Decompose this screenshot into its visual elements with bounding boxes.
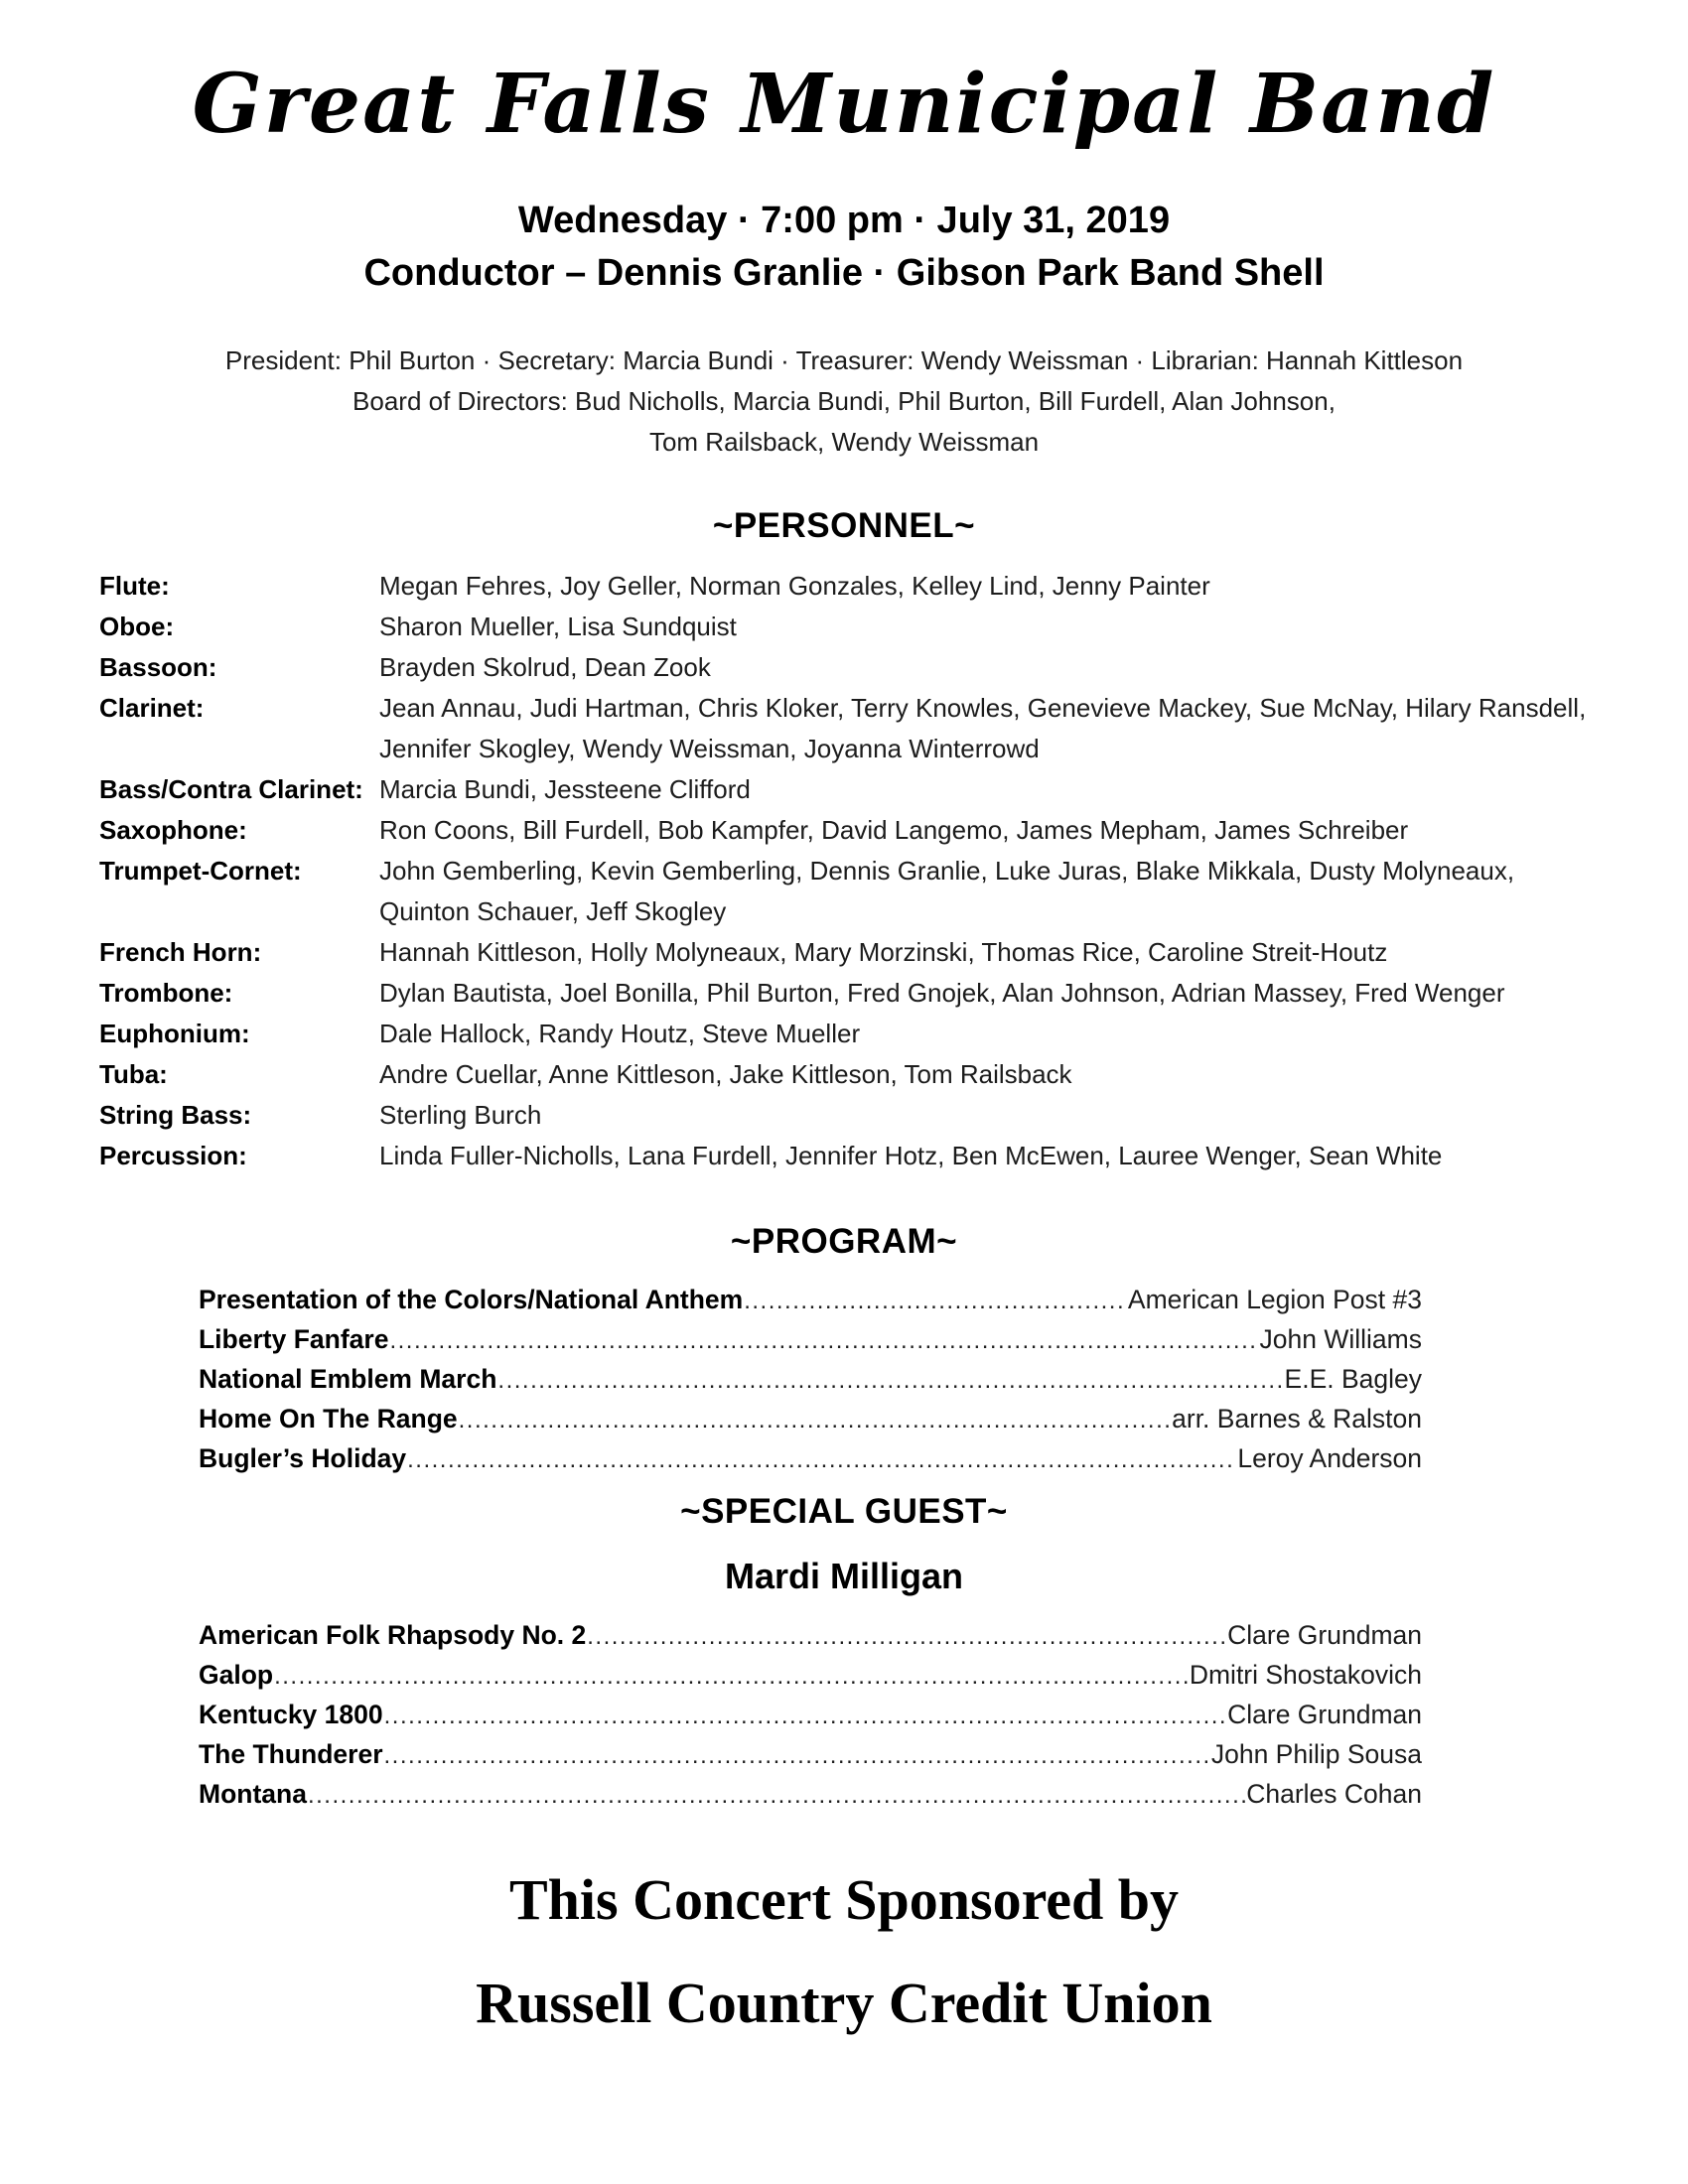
conductor-venue-line: Conductor – Dennis Granlie · Gibson Park Band Shell <box>363 252 1325 295</box>
dot-leader <box>407 1440 1236 1480</box>
personnel-row-euphonium <box>99 1014 1593 1054</box>
instrument-names: Megan Fehres, Joy Geller, Norman Gonzales, Kelley Lind, Jenny Painter <box>379 570 1210 601</box>
piece-title: Kentucky 1800 <box>199 1699 383 1729</box>
piece-title: Galop <box>199 1659 274 1690</box>
personnel-row-percussion <box>99 1136 1593 1176</box>
concert-date-line: Wednesday · 7:00 pm · July 31, 2019 <box>517 200 1171 242</box>
instrument-names: Marcia Bundi, Jessteene Clifford <box>379 773 751 804</box>
piece-title: Bugler’s Holiday <box>199 1442 407 1473</box>
piece-composer: E.E. Bagley <box>1284 1363 1422 1394</box>
sponsor-line-1: This Concert Sponsored by <box>508 1866 1180 1932</box>
personnel-row-clarinet <box>99 688 1593 769</box>
instrument-label: Tuba: <box>99 1058 168 1089</box>
program-item <box>199 1734 1422 1774</box>
instrument-names: Sharon Mueller, Lisa Sundquist <box>379 611 737 641</box>
instrument-label: Bassoon: <box>99 651 217 682</box>
piece-composer: John Williams <box>1259 1323 1422 1354</box>
piece-composer: Clare Grundman <box>1227 1699 1422 1729</box>
program-item <box>199 1615 1422 1655</box>
personnel-row-bassoon <box>99 647 1593 688</box>
program-heading: ~PROGRAM~ <box>730 1221 958 1261</box>
dot-leader <box>459 1401 1172 1440</box>
special-guest-program-list <box>199 1615 1422 1814</box>
instrument-names: Dale Hallock, Randy Houtz, Steve Mueller <box>379 1018 861 1048</box>
dot-leader <box>744 1282 1127 1321</box>
personnel-row-tuba <box>99 1054 1593 1095</box>
personnel-list <box>0 566 1688 1176</box>
program-item <box>199 1774 1422 1814</box>
instrument-label: Percussion: <box>99 1140 247 1170</box>
program-item <box>199 1399 1422 1438</box>
personnel-heading: ~PERSONNEL~ <box>712 505 976 545</box>
sponsor-block <box>0 1866 1688 2035</box>
instrument-names: Andre Cuellar, Anne Kittleson, Jake Kittleson, Tom Railsback <box>379 1058 1072 1089</box>
instrument-names: Jean Annau, Judi Hartman, Chris Kloker, Terry Knowles, Genevieve Mackey, Sue McNay, Hilary Ransdell, Jennifer Skogley, Wendy Weissman, Joyanna Winterrowd <box>379 692 1587 763</box>
dot-leader <box>497 1361 1283 1401</box>
program-item <box>199 1655 1422 1695</box>
instrument-names: Dylan Bautista, Joel Bonilla, Phil Burton, Fred Gnojek, Alan Johnson, Adrian Massey, Fred Wenger <box>379 977 1505 1008</box>
personnel-row-trumpet-cornet <box>99 851 1593 932</box>
personnel-row-flute <box>99 566 1593 607</box>
band-title: Great Falls Municipal Band <box>192 57 1496 152</box>
instrument-label: Oboe: <box>99 611 175 641</box>
personnel-row-oboe <box>99 607 1593 647</box>
instrument-label: Clarinet: <box>99 692 205 723</box>
personnel-row-trombone <box>99 973 1593 1014</box>
piece-title: American Folk Rhapsody No. 2 <box>199 1619 587 1650</box>
instrument-names: Brayden Skolrud, Dean Zook <box>379 651 711 682</box>
piece-title: National Emblem March <box>199 1363 497 1394</box>
dot-leader <box>308 1776 1245 1816</box>
piece-composer: Dmitri Shostakovich <box>1189 1659 1422 1690</box>
piece-title: The Thunderer <box>199 1738 383 1769</box>
program-item <box>199 1280 1422 1319</box>
instrument-names: Linda Fuller-Nicholls, Lana Furdell, Jennifer Hotz, Ben McEwen, Lauree Wenger, Sean White <box>379 1140 1443 1170</box>
instrument-label: Euphonium: <box>99 1018 250 1048</box>
instrument-label: String Bass: <box>99 1099 252 1130</box>
special-guest-heading: ~SPECIAL GUEST~ <box>680 1491 1008 1531</box>
program-item <box>199 1359 1422 1399</box>
board-of-directors-line-2: Tom Railsback, Wendy Weissman <box>648 426 1040 457</box>
program-item <box>199 1695 1422 1734</box>
personnel-row-saxophone <box>99 810 1593 851</box>
piece-composer: Leroy Anderson <box>1237 1442 1422 1473</box>
sponsor-line-2: Russell Country Credit Union <box>476 1970 1212 2035</box>
piece-title: Liberty Fanfare <box>199 1323 389 1354</box>
instrument-names: Sterling Burch <box>379 1099 542 1130</box>
program-item <box>199 1319 1422 1359</box>
instrument-names: Ron Coons, Bill Furdell, Bob Kampfer, David Langemo, James Mepham, James Schreiber <box>379 814 1409 845</box>
instrument-label: Saxophone: <box>99 814 247 845</box>
instrument-label: Bass/Contra Clarinet: <box>99 773 363 804</box>
piece-composer: arr. Barnes & Ralston <box>1172 1403 1422 1433</box>
instrument-label: Trombone: <box>99 977 233 1008</box>
piece-composer: Clare Grundman <box>1227 1619 1422 1650</box>
instrument-label: Trumpet-Cornet: <box>99 855 302 886</box>
special-guest-name: Mardi Milligan <box>724 1555 963 1596</box>
dot-leader <box>384 1736 1210 1776</box>
personnel-row-french-horn <box>99 932 1593 973</box>
instrument-names: Hannah Kittleson, Holly Molyneaux, Mary Morzinski, Thomas Rice, Caroline Streit-Houtz <box>379 936 1388 967</box>
program-list <box>199 1280 1422 1478</box>
piece-composer: Charles Cohan <box>1246 1778 1422 1809</box>
piece-title: Presentation of the Colors/National Anthem <box>199 1284 744 1314</box>
piece-composer: American Legion Post #3 <box>1127 1284 1422 1314</box>
program-item <box>199 1438 1422 1478</box>
dot-leader <box>587 1617 1226 1657</box>
board-of-directors-line-1: Board of Directors: Bud Nicholls, Marcia Bundi, Phil Burton, Bill Furdell, Alan Johnson, <box>352 385 1336 416</box>
piece-title: Montana <box>199 1778 307 1809</box>
personnel-row-string-bass <box>99 1095 1593 1136</box>
dot-leader <box>274 1657 1189 1697</box>
piece-title: Home On The Range <box>199 1403 458 1433</box>
instrument-names: John Gemberling, Kevin Gemberling, Dennis Granlie, Luke Juras, Blake Mikkala, Dusty Molyneaux, Quinton Schauer, Jeff Skogley <box>379 855 1515 926</box>
dot-leader <box>389 1321 1258 1361</box>
officers-block <box>0 341 1688 463</box>
dot-leader <box>384 1697 1227 1736</box>
officers-line: President: Phil Burton · Secretary: Marcia Bundi · Treasurer: Wendy Weissman · Librarian: Hannah Kittleson <box>224 344 1464 375</box>
instrument-label: French Horn: <box>99 936 262 967</box>
piece-composer: John Philip Sousa <box>1210 1738 1422 1769</box>
instrument-label: Flute: <box>99 570 170 601</box>
personnel-row-bass-contra-clarinet <box>99 769 1593 810</box>
